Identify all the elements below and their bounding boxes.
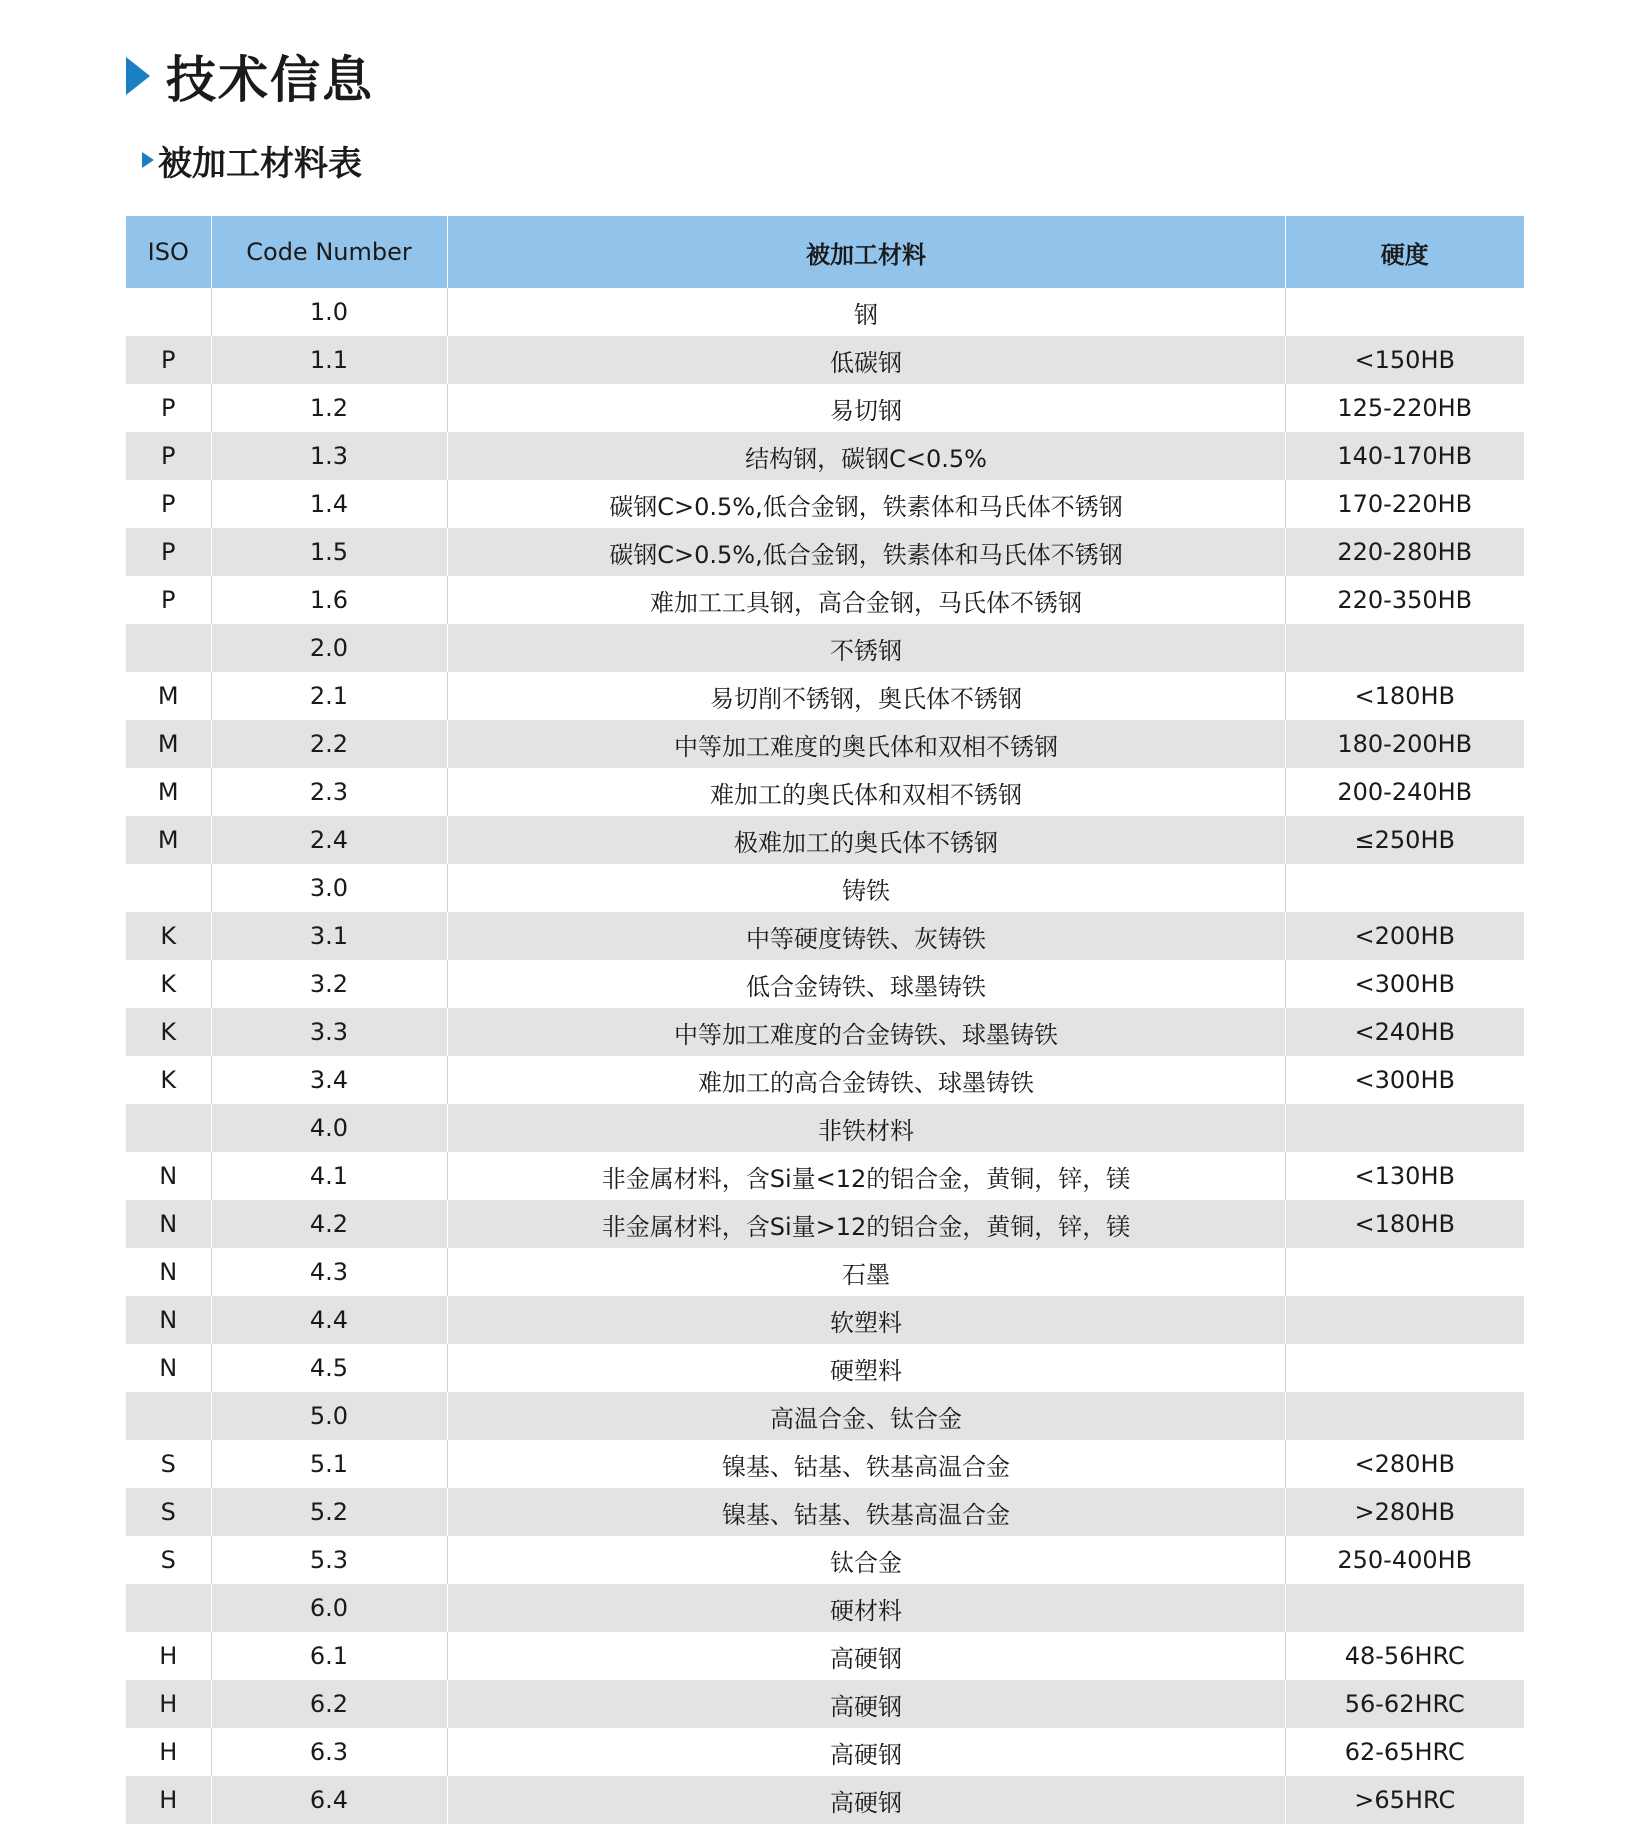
cell-code-number: 1.1 <box>211 336 447 384</box>
cell-iso: P <box>126 528 211 576</box>
cell-hardness: 220-350HB <box>1337 586 1473 614</box>
table-header <box>126 216 1524 288</box>
cell-code-number: 6.4 <box>211 1776 447 1824</box>
cell-material: 难加工的奥氏体和双相不锈钢 <box>447 768 1285 816</box>
cell-code-number: 4.2 <box>211 1200 447 1248</box>
cell-iso: P <box>126 432 211 480</box>
header-code-number: Code Number <box>211 216 447 288</box>
cell-iso: S <box>126 1440 211 1488</box>
cell-iso: S <box>126 1488 211 1536</box>
cell-hardness: >65HRC <box>1285 1776 1524 1824</box>
table-body <box>126 288 1524 1824</box>
table-row <box>126 1008 1524 1056</box>
cell-hardness: 180-200HB <box>1285 720 1524 768</box>
cell-iso: M <box>126 672 211 720</box>
cell-material: 高硬钢 <box>447 1632 1285 1680</box>
cell-code-number: 5.0 <box>211 1392 447 1440</box>
cell-hardness <box>1285 864 1524 912</box>
cell-material: 钛合金 <box>447 1536 1285 1584</box>
cell-material: 硬材料 <box>447 1584 1285 1632</box>
page-title: 技术信息 <box>166 51 374 109</box>
cell-material: 易切钢 <box>447 384 1285 432</box>
table-row <box>126 1584 1524 1632</box>
cell-material: 非铁材料 <box>447 1104 1285 1152</box>
table-row <box>126 1200 1524 1248</box>
cell-code-number: 2.1 <box>211 672 447 720</box>
cell-code-number: 4.4 <box>211 1296 447 1344</box>
cell-material: 难加工工具钢，高合金钢，马氏体不锈钢 <box>447 576 1285 624</box>
page-heading <box>126 44 374 108</box>
cell-hardness: 220-280HB <box>1285 528 1524 576</box>
cell-hardness: 250-400HB <box>1337 1546 1473 1574</box>
section-title: 被加工材料表 <box>158 143 362 184</box>
cell-iso: H <box>126 1776 211 1824</box>
cell-hardness: <240HB <box>1285 1008 1524 1056</box>
cell-code-number: 2.0 <box>211 624 447 672</box>
header-hardness: 硬度 <box>1285 216 1524 288</box>
table-row <box>126 1440 1524 1488</box>
cell-material: 极难加工的奥氏体不锈钢 <box>447 816 1285 864</box>
cell-hardness <box>1285 1104 1524 1152</box>
cell-code-number: 4.0 <box>211 1104 447 1152</box>
table-row <box>126 672 1524 720</box>
cell-material: 非金属材料，含Si量<12的铝合金，黄铜，锌，镁 <box>447 1152 1285 1200</box>
cell-material: 中等加工难度的奥氏体和双相不锈钢 <box>447 720 1285 768</box>
cell-hardness: <130HB <box>1354 1162 1455 1190</box>
table-row <box>126 1248 1524 1296</box>
header-iso: ISO <box>126 216 211 288</box>
cell-code-number: 3.4 <box>211 1056 447 1104</box>
cell-iso: P <box>126 576 211 624</box>
cell-code-number: 6.0 <box>211 1584 447 1632</box>
cell-iso: M <box>126 816 211 864</box>
cell-hardness: >280HB <box>1285 1488 1524 1536</box>
cell-code-number: 3.0 <box>211 864 447 912</box>
cell-code-number: 4.3 <box>211 1248 447 1296</box>
cell-hardness <box>1285 1584 1524 1632</box>
cell-hardness: 200-240HB <box>1337 778 1473 806</box>
cell-hardness <box>1285 1248 1524 1296</box>
table-row <box>126 912 1524 960</box>
table-row <box>126 864 1524 912</box>
cell-code-number: 6.2 <box>211 1680 447 1728</box>
table-row <box>126 1296 1524 1344</box>
cell-iso: H <box>126 1680 211 1728</box>
cell-iso: K <box>126 912 211 960</box>
cell-hardness: 56-62HRC <box>1285 1680 1524 1728</box>
cell-iso: S <box>126 1536 211 1584</box>
cell-hardness <box>1285 288 1524 336</box>
cell-hardness: <150HB <box>1285 336 1524 384</box>
cell-iso: P <box>126 336 211 384</box>
cell-material: 中等加工难度的合金铸铁、球墨铸铁 <box>447 1008 1285 1056</box>
cell-material: 中等硬度铸铁、灰铸铁 <box>447 912 1285 960</box>
table-row <box>126 432 1524 480</box>
cell-hardness: <280HB <box>1354 1450 1455 1478</box>
section-heading <box>142 136 362 184</box>
table-row <box>126 576 1524 624</box>
cell-material: 镍基、钴基、铁基高温合金 <box>447 1488 1285 1536</box>
cell-material: 石墨 <box>447 1248 1285 1296</box>
header-material: 被加工材料 <box>447 216 1285 288</box>
cell-code-number: 1.5 <box>211 528 447 576</box>
table-row <box>126 336 1524 384</box>
cell-iso: N <box>126 1200 211 1248</box>
small-triangle-bullet-icon <box>142 152 154 168</box>
cell-material: 非金属材料，含Si量>12的铝合金，黄铜，锌，镁 <box>447 1200 1285 1248</box>
cell-code-number: 3.3 <box>211 1008 447 1056</box>
table-row <box>126 384 1524 432</box>
cell-code-number: 5.3 <box>211 1536 447 1584</box>
table-row <box>126 1488 1524 1536</box>
header-row <box>126 216 1524 288</box>
table-row <box>126 1392 1524 1440</box>
cell-iso: M <box>126 768 211 816</box>
cell-iso: N <box>126 1296 211 1344</box>
table-row <box>126 1680 1524 1728</box>
cell-iso: H <box>126 1632 211 1680</box>
table-row <box>126 1728 1524 1776</box>
cell-iso <box>126 1392 211 1440</box>
cell-hardness: <180HB <box>1354 682 1455 710</box>
cell-material: 钢 <box>447 288 1285 336</box>
cell-hardness: <300HB <box>1354 1066 1455 1094</box>
cell-hardness <box>1285 1344 1524 1392</box>
cell-code-number: 1.3 <box>211 432 447 480</box>
cell-code-number: 4.1 <box>211 1152 447 1200</box>
cell-code-number: 6.1 <box>211 1632 447 1680</box>
cell-material: 难加工的高合金铸铁、球墨铸铁 <box>447 1056 1285 1104</box>
cell-material: 铸铁 <box>447 864 1285 912</box>
cell-hardness: <300HB <box>1354 970 1455 998</box>
cell-iso: M <box>126 720 211 768</box>
cell-code-number: 5.1 <box>211 1440 447 1488</box>
cell-iso <box>126 1104 211 1152</box>
cell-code-number: 2.2 <box>211 720 447 768</box>
table-row <box>126 1536 1524 1584</box>
cell-iso <box>126 288 211 336</box>
table-row <box>126 528 1524 576</box>
cell-material: 硬塑料 <box>447 1344 1285 1392</box>
table-row <box>126 1056 1524 1104</box>
cell-hardness: 125-220HB <box>1337 394 1473 422</box>
cell-hardness <box>1285 1296 1524 1344</box>
table-row <box>126 768 1524 816</box>
cell-iso: N <box>126 1152 211 1200</box>
cell-iso: H <box>126 1728 211 1776</box>
cell-material: 软塑料 <box>447 1296 1285 1344</box>
cell-material: 碳钢C>0.5%,低合金钢，铁素体和马氏体不锈钢 <box>447 528 1285 576</box>
table-row <box>126 1344 1524 1392</box>
cell-hardness: <180HB <box>1285 1200 1524 1248</box>
table-row <box>126 1776 1524 1824</box>
cell-hardness: 170-220HB <box>1337 490 1473 518</box>
cell-iso <box>126 864 211 912</box>
cell-iso: P <box>126 384 211 432</box>
cell-material: 高硬钢 <box>447 1680 1285 1728</box>
cell-hardness <box>1285 624 1524 672</box>
cell-material: 低合金铸铁、球墨铸铁 <box>447 960 1285 1008</box>
cell-code-number: 1.2 <box>211 384 447 432</box>
materials-table <box>126 216 1524 1824</box>
cell-code-number: 1.4 <box>211 480 447 528</box>
table-row <box>126 480 1524 528</box>
cell-material: 结构钢，碳钢C<0.5% <box>447 432 1285 480</box>
cell-material: 碳钢C>0.5%,低合金钢，铁素体和马氏体不锈钢 <box>447 480 1285 528</box>
cell-code-number: 4.5 <box>211 1344 447 1392</box>
cell-iso <box>126 1584 211 1632</box>
cell-hardness: 62-65HRC <box>1344 1738 1465 1766</box>
cell-iso: K <box>126 960 211 1008</box>
cell-iso <box>126 624 211 672</box>
table-row <box>126 960 1524 1008</box>
cell-material: 易切削不锈钢，奥氏体不锈钢 <box>447 672 1285 720</box>
table-row <box>126 1632 1524 1680</box>
cell-code-number: 3.2 <box>211 960 447 1008</box>
cell-material: 不锈钢 <box>447 624 1285 672</box>
cell-material: 高硬钢 <box>447 1776 1285 1824</box>
cell-hardness: ≤250HB <box>1285 816 1524 864</box>
cell-iso: K <box>126 1008 211 1056</box>
table-row <box>126 720 1524 768</box>
cell-code-number: 1.6 <box>211 576 447 624</box>
cell-iso: N <box>126 1248 211 1296</box>
table-row <box>126 816 1524 864</box>
cell-code-number: 2.3 <box>211 768 447 816</box>
cell-hardness: <200HB <box>1285 912 1524 960</box>
cell-code-number: 3.1 <box>211 912 447 960</box>
cell-material: 镍基、钴基、铁基高温合金 <box>447 1440 1285 1488</box>
table-row <box>126 1104 1524 1152</box>
cell-hardness <box>1285 1392 1524 1440</box>
cell-code-number: 2.4 <box>211 816 447 864</box>
table-row <box>126 1152 1524 1200</box>
table-row <box>126 288 1524 336</box>
cell-iso: N <box>126 1344 211 1392</box>
table-row <box>126 624 1524 672</box>
cell-iso: K <box>126 1056 211 1104</box>
cell-hardness: 140-170HB <box>1285 432 1524 480</box>
cell-material: 高温合金、钛合金 <box>447 1392 1285 1440</box>
triangle-bullet-icon <box>126 57 150 95</box>
cell-code-number: 1.0 <box>211 288 447 336</box>
cell-material: 低碳钢 <box>447 336 1285 384</box>
cell-code-number: 5.2 <box>211 1488 447 1536</box>
cell-material: 高硬钢 <box>447 1728 1285 1776</box>
cell-iso: P <box>126 480 211 528</box>
cell-hardness: 48-56HRC <box>1344 1642 1465 1670</box>
cell-code-number: 6.3 <box>211 1728 447 1776</box>
